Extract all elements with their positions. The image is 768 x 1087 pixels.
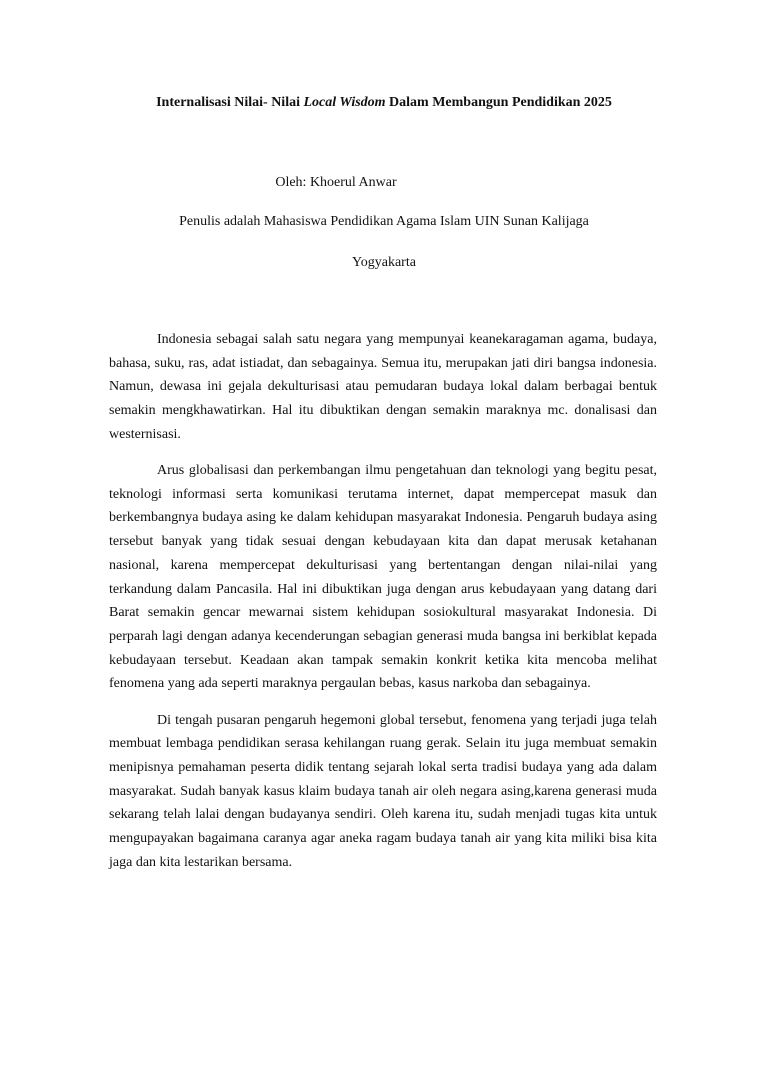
paragraph-2: Arus globalisasi dan perkembangan ilmu pengetahuan dan teknologi yang begitu pesat, teknologi informasi serta komunikasi terutama internet, dapat mempercepat masuk dan berkembangnya budaya asing ke dalam kehidupan masyarakat Indonesia. Pengaruh budaya asing tersebut banyak yang tidak sesuai dengan kebudayaan kita dan dapat merusak ketahanan nasional, karena mempercepat dekulturisasi yang bertentangan dengan nilai-nilai yang terkandung dalam Pancasila. Hal ini dibuktikan juga dengan arus kebudayaan yang datang dari Barat semakin gencar mewarnai sistem kehidupan sosiokultural masyarakat Indonesia. Di perparah lagi dengan adanya kecenderungan sebagian generasi muda bangsa ini berkiblat kepada kebudayaan tersebut. Keadaan akan tampak semakin konkrit ketika kita mencoba melihat fenomena yang ada seperti maraknya pergaulan bebas, kasus narkoba dan sebagainya. (109, 463, 657, 692)
paragraph-3: Di tengah pusaran pengaruh hegemoni global tersebut, fenomena yang terjadi juga telah membuat lembaga pendidikan serasa kehilangan ruang gerak. Selain itu juga membuat semakin menipisnya pemahaman peserta didik tentang sejarah lokal serta tradisi budaya yang ada dalam masyarakat. Sudah banyak kasus klaim budaya tanah air oleh negara asing,karena generasi muda sekarang telah lalai dengan budayanya sendiri. Oleh karena itu, sudah menjadi tugas kita untuk mengupayakan bagaimana caranya agar aneka ragam budaya tanah air yang kita miliki bisa kita jaga dan kita lestarikan bersama. (109, 712, 657, 870)
body-text (109, 328, 657, 874)
document-title (0, 93, 768, 113)
title-part-2: Dalam Membangun Pendidikan 2025 (385, 95, 612, 110)
title-part-1: Internalisasi Nilai- Nilai (156, 95, 304, 110)
author-line: Oleh: Khoerul Anwar (275, 175, 397, 190)
paragraph-1: Indonesia sebagai salah satu negara yang mempunyai keanekaragaman agama, budaya, bahasa, suku, ras, adat istiadat, dan sebagainya. Semua itu, merupakan jati diri bangsa indonesia. Namun, dewasa ini gejala dekulturisasi atau pemudaran budaya lokal dalam berbagai bentuk semakin mengkhawatirkan. Hal itu dibuktikan dengan semakin maraknya mc. donalisasi dan westernisasi. (109, 332, 657, 442)
affiliation-line: Penulis adalah Mahasiswa Pendidikan Agama Islam UIN Sunan Kalijaga (179, 214, 589, 229)
title-italic-phrase: Local Wisdom (303, 95, 386, 110)
city-line: Yogyakarta (352, 255, 416, 270)
